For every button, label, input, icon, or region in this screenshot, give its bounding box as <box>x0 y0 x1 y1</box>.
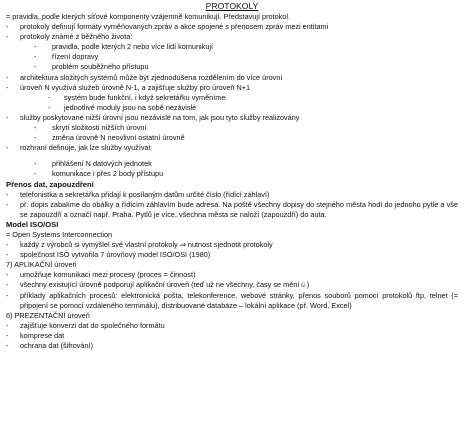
list-item-text: řízení dopravy <box>52 52 99 62</box>
list-item-text: zajišťuje konverzi dat do společného formátu <box>20 320 165 330</box>
list-item-text: komunikace i přes 2 body přístupu <box>52 169 164 179</box>
bullet-marker: - <box>6 341 9 350</box>
list-item-text: každý z výrobců si vymýšlel své vlastní protokoly ⇒ nutnost sjednotit protokoly <box>20 240 273 250</box>
list-item-text: úroveň N využívá služeb úrovně N-1, a zajišťuje služby pro úroveň N+1 <box>20 82 251 92</box>
list-item <box>6 240 458 250</box>
bullet-marker: - <box>6 112 9 122</box>
bullet-marker: - <box>6 199 9 209</box>
bullet-marker: - <box>6 32 9 42</box>
list-item-text: rozhraní definuje, jak lze služby využívat <box>20 143 151 153</box>
list-item <box>6 321 458 331</box>
list-item <box>6 83 458 93</box>
bullet-marker: - <box>34 159 37 169</box>
list-item-text: změna úrovně N neovlivní ostatní úrovně <box>52 133 185 143</box>
list-item-text: skrytí složitosti nižších úrovní <box>52 123 147 133</box>
document-body <box>6 12 458 351</box>
section-heading <box>6 180 458 190</box>
list-item <box>6 291 458 311</box>
list-item <box>6 159 458 169</box>
bullet-marker: - <box>6 320 9 330</box>
list-item <box>6 250 458 260</box>
list-item <box>6 22 458 32</box>
list-item-text: = pravidla, podle kterých síťové komponenty vzájemně komunikují. Představují protokol. <box>6 12 291 21</box>
bullet-marker: - <box>34 169 37 179</box>
list-item <box>6 280 458 290</box>
bullet-marker: - <box>6 250 9 260</box>
bullet-marker: - <box>6 290 9 300</box>
list-item-text: systém bude funkční, i když sekretářku vyměníme <box>64 92 226 102</box>
list-item-text: Model ISO/OSI <box>6 219 59 229</box>
list-item-text: 6) PREZENTAČNÍ úroveň <box>6 310 90 320</box>
bullet-marker: - <box>6 280 9 290</box>
list-item <box>6 331 458 341</box>
list-item <box>6 73 458 83</box>
list-item <box>6 113 458 123</box>
list-item-text: protokoly definují formáty vyměňovaných zpráv a akce spojené s přenosem zpráv mezi entitami <box>20 22 329 32</box>
bullet-marker: - <box>34 133 37 143</box>
list-item <box>6 311 458 321</box>
list-item <box>6 93 458 103</box>
list-item-text: komprese dat <box>20 330 65 340</box>
list-item <box>6 200 458 220</box>
list-item <box>6 270 458 280</box>
list-item-text: jednotlivé moduly jsou na sobě nezávislé <box>64 102 197 112</box>
list-item <box>6 123 458 133</box>
list-item <box>6 42 458 52</box>
bullet-marker: - <box>48 92 51 102</box>
list-item <box>6 230 458 240</box>
list-item <box>6 103 458 113</box>
list-item-text: pravidla, podle kterých 2 nebo více lidí komunikují <box>52 42 214 52</box>
list-item-text: všechny existující úrovně podporují aplikační úroveň (teď už ne všechny, časy se mění☺) <box>20 280 310 290</box>
list-item <box>6 52 458 62</box>
list-item-text: telefonistka a sekretářka přidají k posílaným datům určité číslo (řídící záhlaví) <box>20 189 270 199</box>
list-item-text: = Open Systems Interconnection <box>6 229 113 239</box>
list-item-text: př. dopis zabalíme do obálky a řídícím záhlavím bude adresa. Na poště všechny dopisy do stejného města hodí do jednoho pytle a vše se zapouzdří a označí např. Praha. Pytlů je více, všechna města se naloží (zapouzdří) do auta. <box>20 199 458 219</box>
list-item-text: příklady aplikačních procesů: elektronická pošta, telekonference, webové stránky, přenos souborů pomocí protokolů ftp, telnet (= připojení se pomocí vzdáleného terminálu), distribuované databáze – lokální aplikace (př. Word, Excel) <box>20 290 458 310</box>
list-item <box>6 32 458 42</box>
bullet-marker: - <box>6 72 9 82</box>
list-item <box>6 133 458 143</box>
list-item-text: problém souběžného přístupu <box>52 62 149 72</box>
bullet-marker: - <box>6 270 9 280</box>
list-item-text: protokoly známé z běžného života: <box>20 32 133 42</box>
bullet-marker: - <box>6 143 9 153</box>
list-item <box>6 341 458 351</box>
list-item <box>6 62 458 72</box>
list-item <box>6 143 458 153</box>
list-item-text: přihlášení N datových jednotek <box>52 159 152 169</box>
bullet-marker: - <box>6 189 9 199</box>
list-item-text: služby poskytované nižší úrovní jsou nezávislé na tom, jak jsou tyto služby realizovány <box>20 112 300 122</box>
bullet-marker: - <box>6 240 9 250</box>
list-item-text: Přenos dat, zapouzdření <box>6 179 94 189</box>
list-item-text: 7) APLIKAČNÍ úroveň <box>6 260 77 270</box>
list-item-text: architektura složitých systémů může být zjednodušena rozdělením do více úrovní <box>20 72 283 82</box>
bullet-marker: - <box>34 52 37 62</box>
bullet-marker: - <box>34 62 37 72</box>
list-item <box>6 169 458 179</box>
list-item-text: společnost ISO vytvořila 7 úrovňový model ISO/OSI (1980) <box>20 250 211 260</box>
list-item <box>6 260 458 270</box>
list-item <box>6 190 458 200</box>
list-item-text: umožňuje komunikaci mezi procesy (proces = činnost) <box>20 270 196 280</box>
page-title: PROTOKOLY <box>205 1 259 11</box>
bullet-marker: - <box>6 22 9 32</box>
list-item <box>6 12 458 22</box>
bullet-marker: - <box>34 42 37 52</box>
bullet-marker: - <box>6 82 9 92</box>
bullet-marker: - <box>34 123 37 133</box>
bullet-marker: - <box>6 330 9 340</box>
list-item-text: ochrana dat (šifrování) <box>20 341 94 350</box>
section-heading <box>6 220 458 230</box>
bullet-marker: - <box>48 102 51 112</box>
